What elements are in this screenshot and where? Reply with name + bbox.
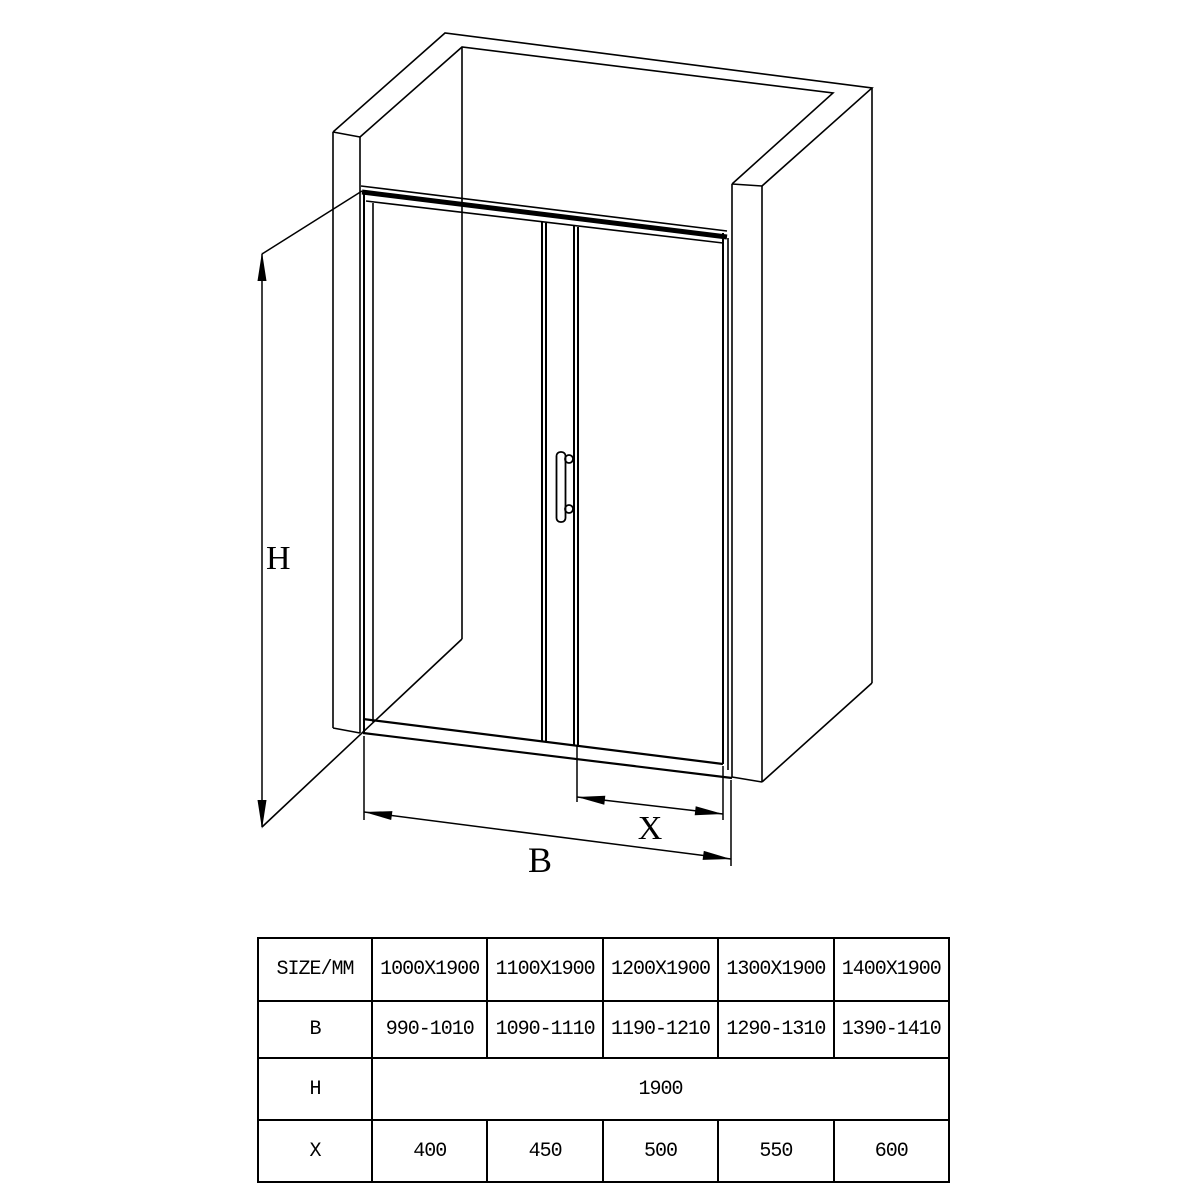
size-table-container [257, 937, 950, 1181]
b-cell: 1090-1110 [487, 1001, 602, 1058]
table-row-size [258, 938, 949, 1001]
arrowhead-left [364, 811, 392, 820]
b-cell: 990-1010 [372, 1001, 487, 1058]
x-cell: 450 [487, 1120, 602, 1182]
table-row-b [258, 1001, 949, 1058]
arrowhead-right [695, 806, 723, 815]
arrowhead-right [703, 851, 731, 860]
size-cell: 1200X1900 [603, 938, 718, 1001]
row-header-size: SIZE/MM [258, 938, 372, 1001]
left-wall [333, 132, 360, 733]
x-cell: 600 [834, 1120, 949, 1182]
table-row-x [258, 1120, 949, 1182]
b-cell: 1190-1210 [603, 1001, 718, 1058]
x-cell: 500 [603, 1120, 718, 1182]
row-header-x: X [258, 1120, 372, 1182]
b-cell: 1390-1410 [834, 1001, 949, 1058]
h-cell: 1900 [372, 1058, 949, 1120]
dimension-x-label: X [637, 810, 663, 847]
table-row-h [258, 1058, 949, 1120]
door-handle [557, 452, 574, 522]
top-rail [362, 192, 727, 237]
sliding-door-stile [574, 226, 578, 746]
size-cell: 1400X1900 [834, 938, 949, 1001]
right-wall [732, 88, 872, 782]
arrowhead-up [258, 252, 267, 281]
dimension-h [258, 191, 363, 829]
dimension-h-label: H [266, 540, 291, 577]
row-header-h: H [258, 1058, 372, 1120]
size-cell: 1000X1900 [372, 938, 487, 1001]
size-cell: 1300X1900 [718, 938, 833, 1001]
x-cell: 550 [718, 1120, 833, 1182]
arrowhead-left [577, 796, 605, 805]
fixed-panel-stile [542, 222, 546, 742]
size-cell: 1100X1900 [487, 938, 602, 1001]
size-table [257, 937, 950, 1183]
back-wall-corner [262, 47, 462, 827]
wall-top-frame [333, 33, 872, 186]
b-cell: 1290-1310 [718, 1001, 833, 1058]
row-header-b: B [258, 1001, 372, 1058]
x-cell: 400 [372, 1120, 487, 1182]
dimension-b-label: B [527, 840, 553, 880]
